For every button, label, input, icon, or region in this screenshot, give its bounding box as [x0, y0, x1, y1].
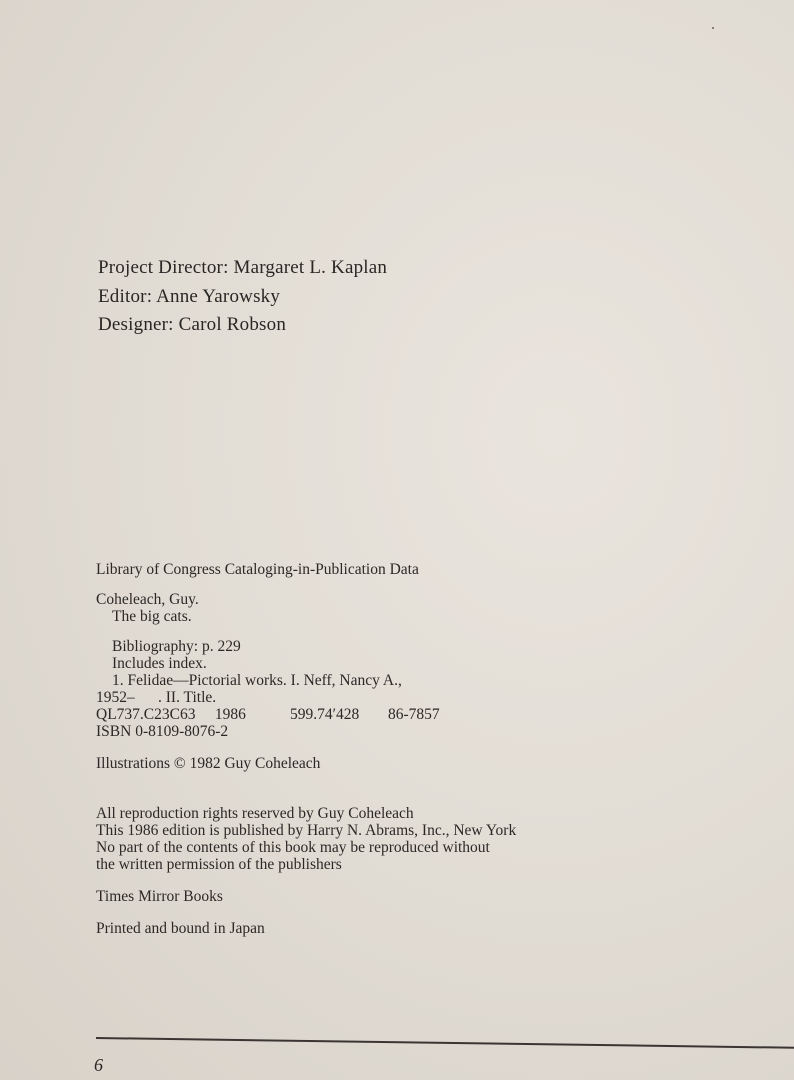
credits-block [98, 254, 387, 340]
imprint: Times Mirror Books [96, 888, 223, 905]
cip-data-block [96, 561, 516, 937]
cip-subject: 1. Felidae—Pictorial works. I. Neff, Nancy A., [112, 672, 402, 689]
cip-isbn: ISBN 0-8109-8076-2 [96, 723, 229, 740]
cip-dates: 1952– . II. Title. [96, 689, 217, 706]
rights-line-3: No part of the contents of this book may be reproduced without [96, 839, 490, 856]
rights-line-2: This 1986 edition is published by Harry N. Abrams, Inc., New York [96, 822, 517, 839]
cip-heading: Library of Congress Cataloging-in-Publication Data [96, 561, 419, 578]
cip-bibliography: Bibliography: p. 229 [112, 638, 241, 655]
rights-line-1: All reproduction rights reserved by Guy Coheleach [96, 805, 414, 822]
cip-call-number: QL737.C23C63 [96, 706, 196, 723]
designer-credit: Designer: Carol Robson [98, 314, 287, 335]
paper-speck [712, 27, 714, 29]
cip-index-note: Includes index. [112, 655, 207, 672]
cip-dewey: 599.74′428 [290, 706, 360, 723]
footer-rule [96, 1037, 794, 1048]
printed-note: Printed and bound in Japan [96, 920, 265, 937]
cip-classification-row [96, 706, 516, 723]
cip-year: 1986 [214, 706, 246, 723]
cip-title: The big cats. [112, 608, 192, 625]
page-number: 6 [94, 1055, 103, 1075]
illustrations-credit: Illustrations © 1982 Guy Coheleach [96, 755, 321, 772]
rights-line-4: the written permission of the publishers [96, 856, 342, 873]
cip-lccn: 86-7857 [388, 706, 440, 723]
editor-credit: Editor: Anne Yarowsky [98, 285, 281, 307]
cip-author: Coheleach, Guy. [96, 591, 199, 608]
project-director-credit: Project Director: Margaret L. Kaplan [98, 257, 388, 278]
